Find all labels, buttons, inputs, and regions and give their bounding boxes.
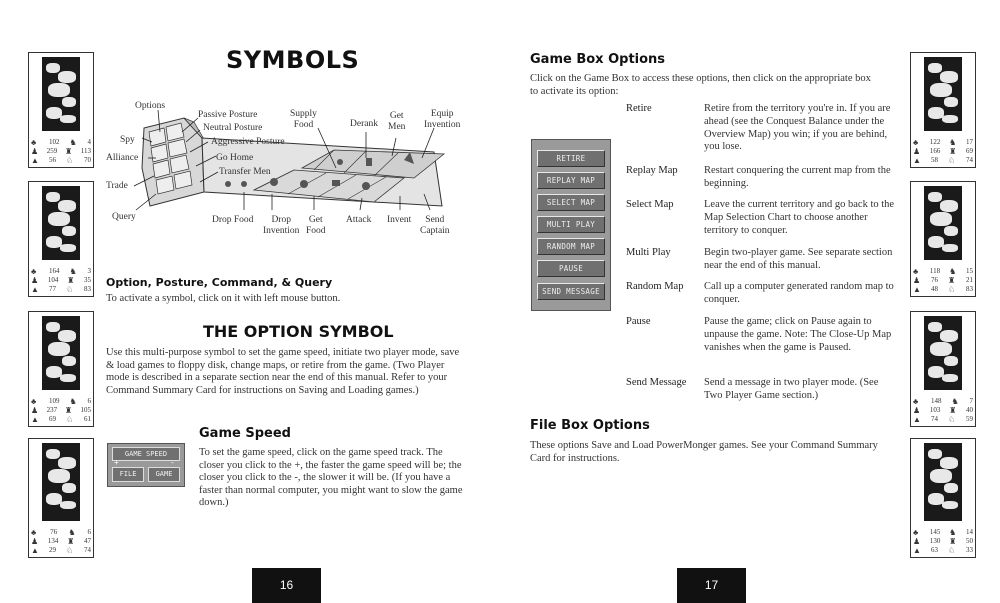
label-get-men: Get Men [388, 111, 406, 132]
label-trade: Trade [106, 181, 128, 191]
label-get-food: Get Food [306, 215, 326, 236]
subheading-text: To activate a symbol, click on it with left mouse button. [106, 293, 341, 304]
territory-map-thumbnail [924, 316, 962, 390]
option-desc-multi-play: Begin two-player game. See separate section near the end of this manual. [704, 247, 893, 271]
multi-play-button[interactable]: MULTI PLAY [537, 216, 605, 233]
label-attack: Attack [346, 215, 372, 225]
land-icon: ▲ [31, 156, 39, 165]
card-stat-row [31, 156, 91, 165]
card-stat-value: 14 [965, 528, 973, 536]
card-stat-value: 74 [966, 156, 973, 164]
label-send-captain: Send Captain [420, 215, 450, 236]
card-stat-value: 74 [931, 415, 938, 423]
card-stats [913, 138, 973, 165]
file-box-text: These options Save and Load PowerMonger games. See your Command Summary Card for instructions. [530, 440, 878, 464]
men-icon: ♟ [31, 276, 39, 285]
retire-button[interactable]: RETIRE [537, 150, 605, 167]
map-card [910, 311, 976, 427]
equipment-icon: ♜ [64, 406, 72, 415]
card-stat-row [31, 276, 91, 285]
card-stat-row [31, 406, 91, 415]
weapon-icon: ♘ [948, 285, 956, 294]
option-desc-pause: Pause the game; click on Pause again to unpause the game. Note: The Close-Up Map vanishes when the game is Paused. [704, 316, 892, 353]
population-icon: ♣ [913, 138, 919, 147]
territory-map-thumbnail [42, 316, 80, 390]
population-icon: ♣ [913, 528, 919, 537]
card-stat-value: 76 [50, 528, 58, 536]
food-icon: ♞ [949, 138, 957, 147]
card-stat-value: 83 [966, 285, 973, 293]
game-speed-widget[interactable] [107, 443, 185, 487]
card-stat-value: 76 [931, 276, 938, 284]
card-stat-row [31, 546, 91, 555]
label-supply-food: Supply Food [290, 109, 317, 130]
population-icon: ♣ [913, 397, 919, 406]
game-speed-text: To set the game speed, click on the game speed track. The closer you click to the +, the faster the game speed will be; the closer you click to the -, the slower it will be. (If you have a faster than normal computer, you might want to slow the game down.) [199, 447, 463, 509]
card-stat-value: 259 [46, 147, 58, 155]
card-stat-value: 113 [80, 147, 91, 155]
land-icon: ▲ [913, 415, 921, 424]
file-box-heading: File Box Options [530, 418, 650, 433]
option-name-multi-play: Multi Play [626, 247, 671, 258]
population-icon: ♣ [31, 528, 37, 537]
card-stat-row [31, 528, 91, 537]
card-stat-value: 4 [87, 138, 91, 146]
land-icon: ▲ [913, 546, 921, 555]
food-icon: ♞ [69, 397, 77, 406]
territory-map-thumbnail [42, 186, 80, 260]
page-number-left: 16 [252, 568, 321, 603]
card-stat-row [31, 267, 91, 276]
card-stat-row [913, 546, 973, 555]
label-equip-invention: Equip Invention [424, 109, 461, 130]
option-symbol-text: Use this multi-purpose symbol to set the game speed, initiate two player mode, save & load games to floppy disk, change maps, or retire from the game. (Two Player mode is described in a separate section near the end of this manual. Refer to your Command Summary Card for instructions on Saving and Loading games.) [106, 347, 460, 396]
equipment-icon: ♜ [949, 537, 957, 546]
select-map-button[interactable]: SELECT MAP [537, 194, 605, 211]
map-card [910, 52, 976, 168]
option-desc-send-message: Send a message in two player mode. (See Two Player Game section.) [704, 377, 879, 401]
option-name-retire: Retire [626, 103, 652, 114]
label-alliance: Alliance [106, 153, 139, 163]
label-transfer-men: Transfer Men [219, 167, 271, 177]
weapon-icon: ♘ [66, 546, 74, 555]
card-stat-value: 122 [929, 138, 941, 146]
send-message-button[interactable]: SEND MESSAGE [537, 283, 605, 300]
card-stat-row [913, 397, 973, 406]
card-stats [31, 267, 91, 294]
label-invent: Invent [387, 215, 412, 225]
card-stat-row [913, 276, 973, 285]
food-icon: ♞ [949, 267, 957, 276]
card-stat-row [913, 528, 973, 537]
game-box-panel [531, 139, 611, 311]
land-icon: ▲ [31, 415, 39, 424]
card-stats [31, 528, 91, 555]
card-stat-value: 102 [49, 138, 60, 146]
game-speed-heading: Game Speed [199, 426, 291, 441]
men-icon: ♟ [31, 406, 39, 415]
page-number-right: 17 [677, 568, 746, 603]
food-icon: ♞ [69, 267, 77, 276]
option-desc-random-map: Call up a computer generated random map to conquer. [704, 281, 894, 305]
men-icon: ♟ [31, 147, 39, 156]
label-neutral-posture: Neutral Posture [203, 123, 263, 133]
option-name-send-message: Send Message [626, 377, 687, 388]
territory-map-thumbnail [42, 57, 80, 131]
card-stat-row [913, 285, 973, 294]
land-icon: ▲ [31, 546, 39, 555]
land-icon: ▲ [913, 156, 921, 165]
label-drop-invention: Drop Invention [263, 215, 300, 236]
card-stat-value: 6 [87, 397, 91, 405]
card-stats [913, 397, 973, 424]
men-icon: ♟ [31, 537, 39, 546]
option-name-random-map: Random Map [626, 281, 684, 292]
territory-map-thumbnail [924, 443, 962, 521]
game-speed-track[interactable]: GAME SPEED [112, 447, 180, 461]
territory-map-thumbnail [924, 186, 962, 260]
random-map-button[interactable]: RANDOM MAP [537, 238, 605, 255]
card-stat-row [913, 147, 973, 156]
game-box-heading: Game Box Options [530, 52, 666, 67]
map-card [28, 311, 94, 427]
card-stats [31, 138, 91, 165]
card-stat-row [31, 138, 91, 147]
game-button[interactable]: GAME [148, 467, 180, 482]
weapon-icon: ♘ [948, 156, 956, 165]
food-icon: ♞ [68, 528, 76, 537]
card-stat-value: 17 [965, 138, 973, 146]
card-stat-value: 3 [87, 267, 91, 275]
label-aggressive-posture: Aggressive Posture [211, 137, 285, 147]
card-stat-value: 15 [965, 267, 973, 275]
card-stats [913, 267, 973, 294]
card-stats [31, 397, 91, 424]
card-stat-row [31, 285, 91, 294]
card-stat-value: 33 [966, 546, 973, 554]
card-stat-value: 29 [49, 546, 56, 554]
card-stat-value: 61 [84, 415, 91, 423]
food-icon: ♞ [951, 397, 959, 406]
card-stat-row [913, 415, 973, 424]
card-stat-value: 59 [966, 415, 973, 423]
label-options: Options [135, 101, 166, 111]
card-stat-value: 40 [965, 406, 973, 414]
card-stat-value: 50 [965, 537, 973, 545]
map-card [910, 181, 976, 297]
territory-map-thumbnail [42, 443, 80, 521]
men-icon: ♟ [913, 147, 921, 156]
card-stat-row [913, 156, 973, 165]
option-symbol-heading: THE OPTION SYMBOL [203, 322, 394, 341]
men-icon: ♟ [913, 537, 921, 546]
card-stat-value: 6 [87, 528, 91, 536]
option-desc-retire: Retire from the territory you're in. If you are ahead (see the Conquest Balance under the Overview Map) you win; if you are behind, you lose. [704, 103, 891, 153]
replay-map-button[interactable]: REPLAY MAP [537, 172, 605, 189]
card-stat-value: 35 [83, 276, 91, 284]
equipment-icon: ♜ [67, 276, 75, 285]
page-title: SYMBOLS [226, 46, 360, 74]
weapon-icon: ♘ [948, 546, 956, 555]
equipment-icon: ♜ [65, 147, 73, 156]
pause-button[interactable]: PAUSE [537, 260, 605, 277]
card-stat-row [913, 267, 973, 276]
card-stat-row [913, 406, 973, 415]
card-stat-row [913, 138, 973, 147]
option-desc-replay-map: Restart conquering the current map from the beginning. [704, 165, 891, 189]
card-stat-value: 21 [966, 276, 973, 284]
card-stat-value: 145 [929, 528, 941, 536]
card-stat-row [31, 537, 91, 546]
label-query: Query [112, 212, 136, 222]
card-stat-value: 103 [929, 406, 941, 414]
card-stat-value: 70 [84, 156, 91, 164]
option-name-select-map: Select Map [626, 199, 674, 210]
label-go-home: Go Home [216, 153, 254, 163]
card-stat-row [31, 415, 91, 424]
land-icon: ▲ [31, 285, 39, 294]
card-stat-value: 77 [49, 285, 56, 293]
label-derank: Derank [350, 119, 378, 129]
population-icon: ♣ [913, 267, 919, 276]
population-icon: ♣ [31, 138, 37, 147]
card-stat-value: 109 [49, 397, 60, 405]
option-name-replay-map: Replay Map [626, 165, 678, 176]
card-stat-value: 104 [47, 276, 59, 284]
speed-minus-label: - [170, 458, 175, 467]
card-stat-value: 164 [49, 267, 60, 275]
weapon-icon: ♘ [66, 415, 74, 424]
food-icon: ♞ [69, 138, 77, 147]
map-card [910, 438, 976, 558]
card-stat-value: 105 [80, 406, 91, 414]
option-name-pause: Pause [626, 316, 651, 327]
card-stat-value: 47 [83, 537, 91, 545]
card-stat-value: 134 [47, 537, 59, 545]
weapon-icon: ♘ [948, 415, 956, 424]
card-stat-value: 130 [929, 537, 941, 545]
map-card [28, 438, 94, 558]
card-stat-value: 58 [931, 156, 938, 164]
card-stat-value: 69 [965, 147, 973, 155]
map-card [28, 181, 94, 297]
equipment-icon: ♜ [948, 276, 956, 285]
card-stat-value: 7 [969, 397, 973, 405]
card-stat-value: 63 [931, 546, 938, 554]
card-stat-value: 48 [931, 285, 938, 293]
card-stat-value: 166 [929, 147, 941, 155]
card-stat-value: 69 [49, 415, 56, 423]
card-stat-value: 83 [84, 285, 91, 293]
game-box-intro: Click on the Game Box to access these options, then click on the appropriate box to activate its option: [530, 73, 871, 97]
option-desc-select-map: Leave the current territory and go back to the Map Selection Chart to choose another territory to conquer. [704, 199, 895, 236]
card-stat-row [31, 147, 91, 156]
population-icon: ♣ [31, 397, 37, 406]
population-icon: ♣ [31, 267, 37, 276]
card-stat-value: 237 [46, 406, 58, 414]
men-icon: ♟ [913, 276, 921, 285]
territory-map-thumbnail [924, 57, 962, 131]
equipment-icon: ♜ [949, 406, 957, 415]
land-icon: ▲ [913, 285, 921, 294]
file-button[interactable]: FILE [112, 467, 144, 482]
equipment-icon: ♜ [67, 537, 75, 546]
speed-plus-label: + [114, 458, 119, 467]
card-stat-value: 56 [49, 156, 56, 164]
label-drop-food: Drop Food [212, 215, 254, 225]
map-card [28, 52, 94, 168]
card-stat-value: 148 [931, 397, 942, 405]
label-passive-posture: Passive Posture [198, 110, 258, 120]
subheading: Option, Posture, Command, & Query [106, 276, 333, 289]
card-stats [913, 528, 973, 555]
card-stat-row [31, 397, 91, 406]
label-spy: Spy [120, 135, 135, 145]
food-icon: ♞ [949, 528, 957, 537]
card-stat-value: 74 [84, 546, 91, 554]
weapon-icon: ♘ [66, 285, 74, 294]
men-icon: ♟ [913, 406, 921, 415]
equipment-icon: ♜ [949, 147, 957, 156]
weapon-icon: ♘ [66, 156, 74, 165]
card-stat-row [913, 537, 973, 546]
card-stat-value: 118 [929, 267, 941, 275]
